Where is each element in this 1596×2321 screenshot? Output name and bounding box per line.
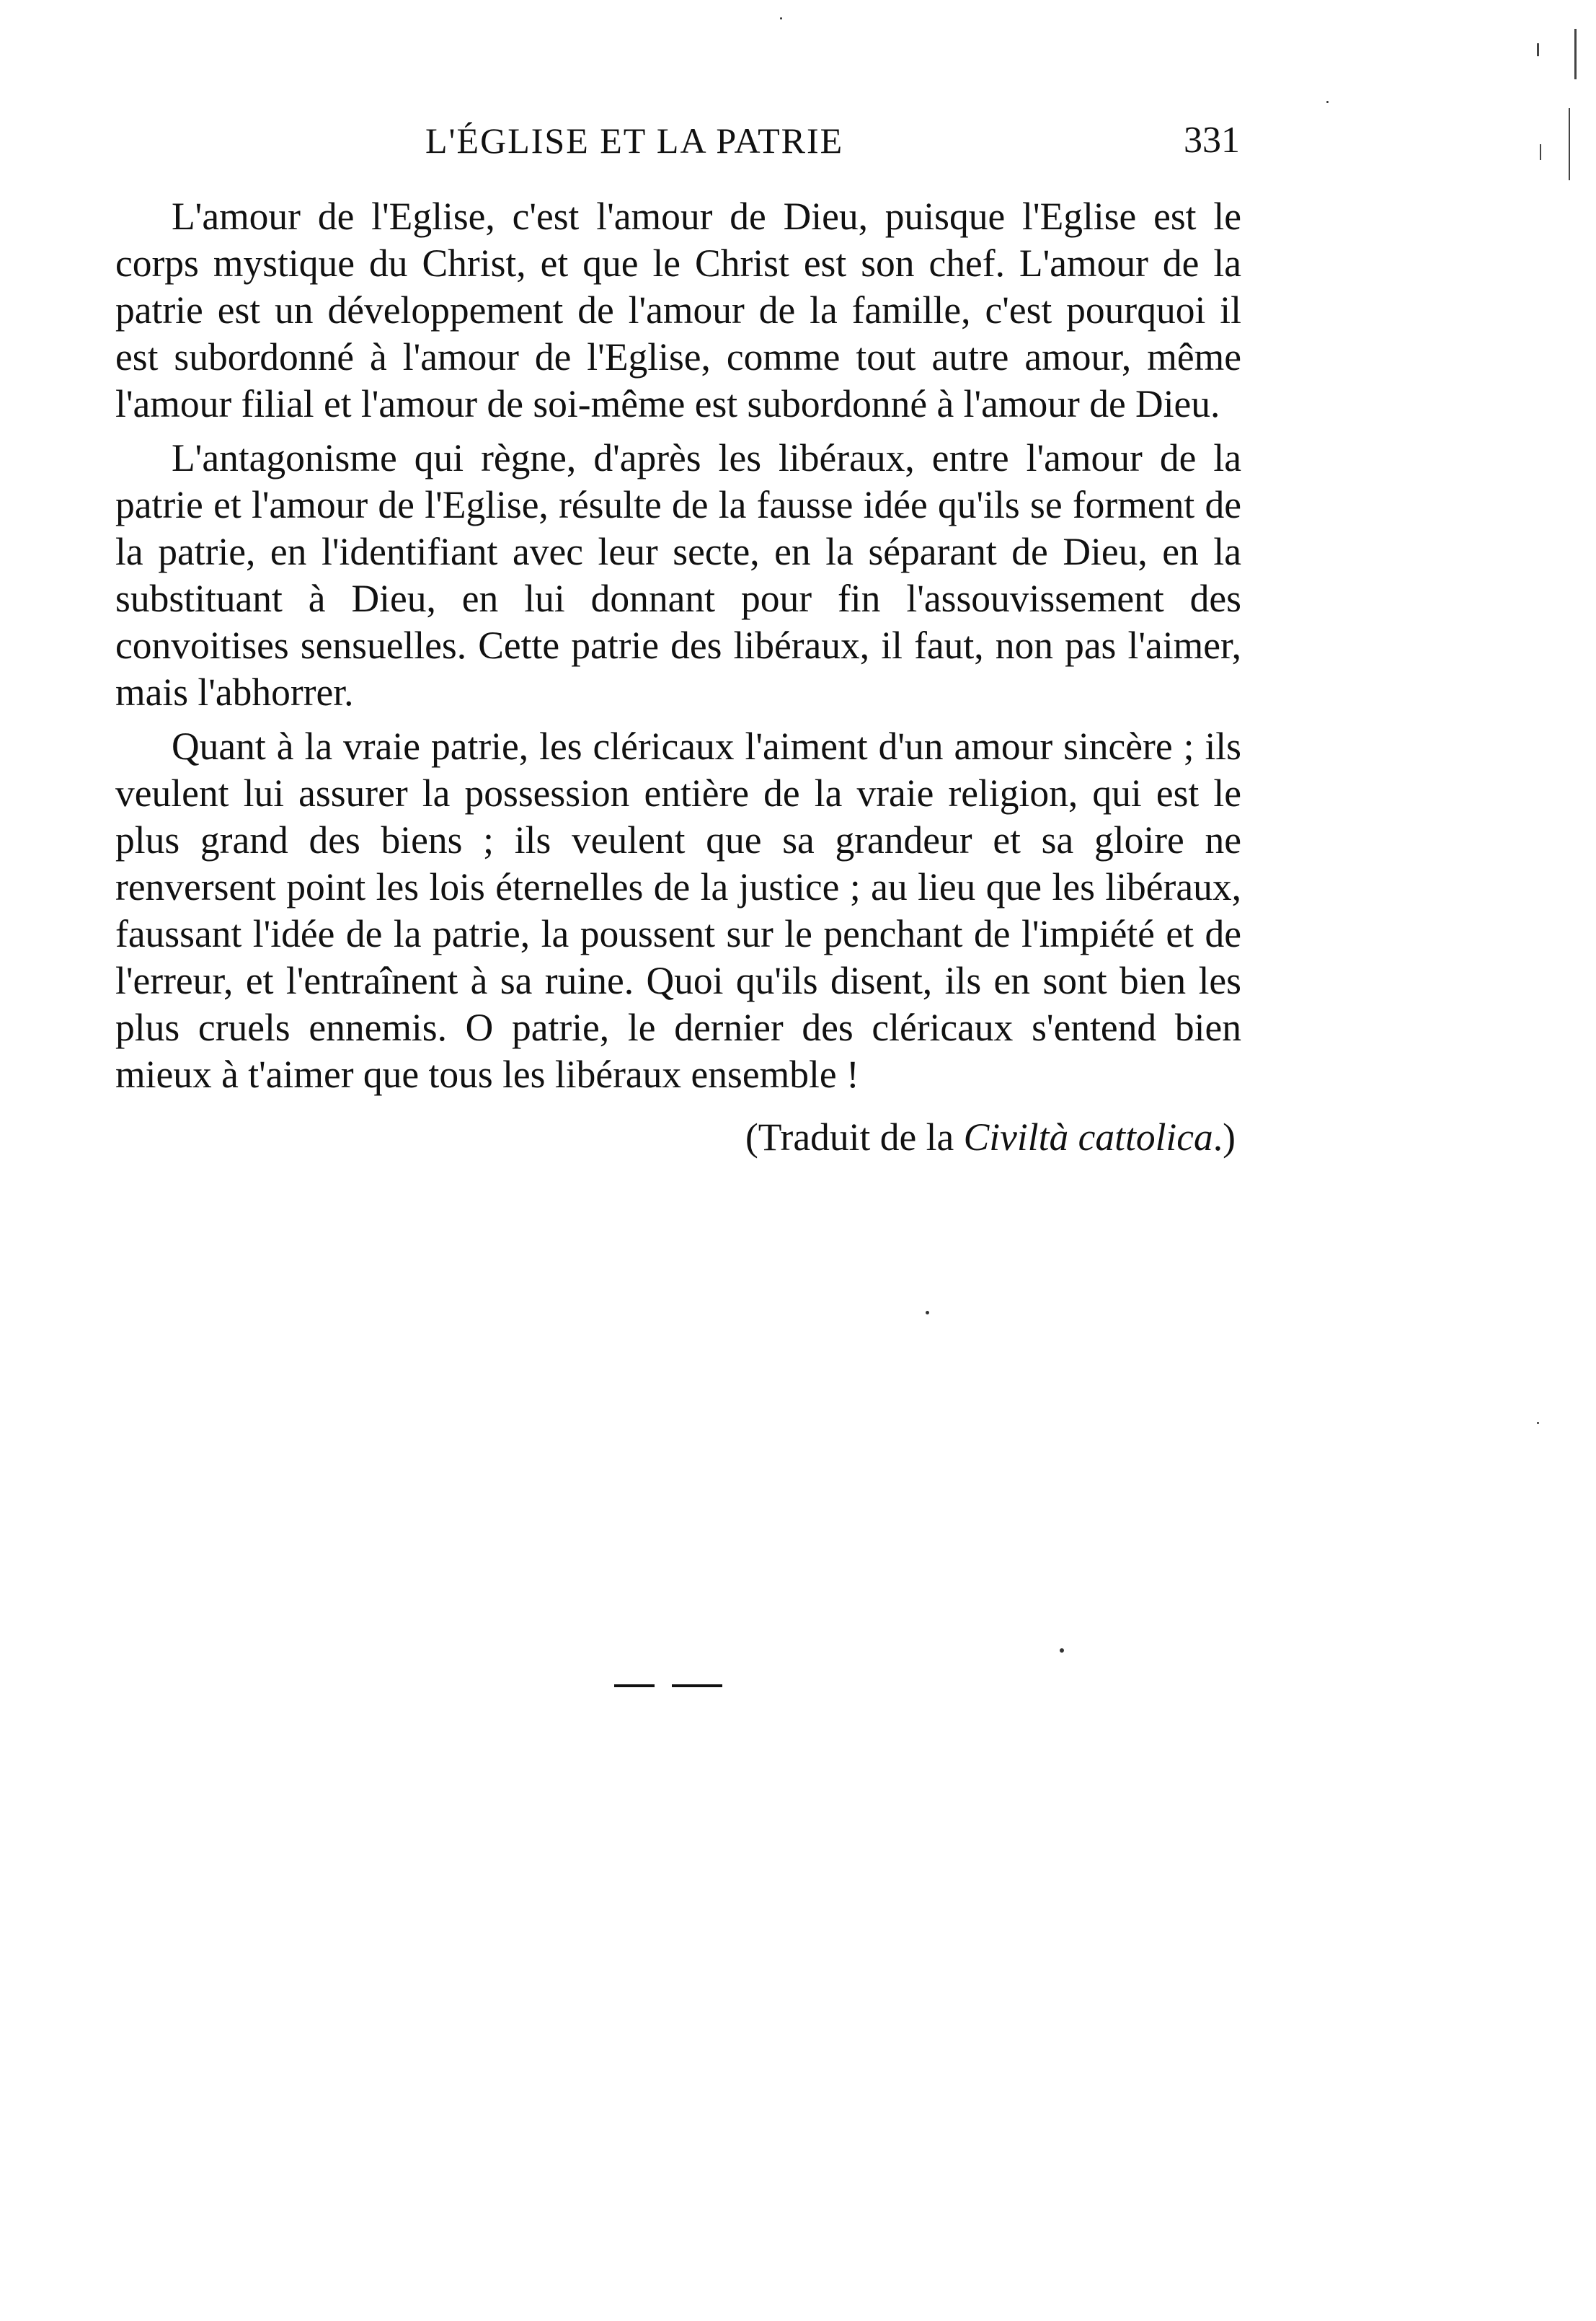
scan-edge-mark [1537,43,1539,56]
paragraph-2: L'antagonisme qui règne, d'après les libéraux, entre l'amour de la patrie et l'amour de l'Eglise, résulte de la fausse idée qu'ils se forment de la patrie, en l'identifiant avec leur secte, en la séparant de Dieu, en la substituant à Dieu, en lui donnant pour fin l'assouvissement des convoitises sensuelles. Cette patrie des libéraux, il faut, non pas l'aimer, mais l'abhorrer. [115,436,1241,714]
end-rule [614,1684,722,1689]
source-citation [115,1114,1241,1161]
citation-source: Civiltà cattolica [963,1115,1213,1159]
running-head [115,115,1240,166]
scan-edge-mark [1574,29,1577,79]
end-rule-dash-2 [672,1684,722,1687]
running-title: L'ÉGLISE ET LA PATRIE [425,120,844,161]
end-rule-dash-1 [614,1684,655,1687]
scan-edge-mark [1569,108,1570,180]
citation-suffix: .) [1212,1115,1236,1159]
body-text [115,193,1241,1161]
citation-prefix: (Traduit de la [745,1115,964,1159]
scan-edge-mark [1540,144,1541,160]
scan-speck [780,17,782,19]
scan-speck [926,1311,929,1314]
scan-speck [1060,1648,1064,1653]
scan-speck [1537,1422,1539,1424]
paragraph-3: Quant à la vraie patrie, les cléricaux l'aiment d'un amour sincère ; ils veulent lui assurer la possession entière de la vraie religion, qui est le plus grand des biens ; ils veulent que sa grandeur et sa gloire ne renversent point les lois éternelles de la justice ; au lieu que les libéraux, faussant l'idée de la patrie, la poussent sur le penchant de l'impiété et de l'erreur, et l'entraînent à sa ruine. Quoi qu'ils disent, ils en sont bien les plus cruels ennemis. O patrie, le dernier des cléricaux s'entend bien mieux à t'aimer que tous les libéraux ensemble ! [115,725,1241,1096]
paragraph-1: L'amour de l'Eglise, c'est l'amour de Dieu, puisque l'Eglise est le corps mystique du Christ, et que le Christ est son chef. L'amour de la patrie est un développement de l'amour de la famille, c'est pourquoi il est subordonné à l'amour de l'Eglise, comme tout autre amour, même l'amour filial et l'amour de soi-même est subordonné à l'amour de Dieu. [115,195,1241,425]
page-number: 331 [1184,120,1240,161]
scan-speck [1326,101,1329,103]
